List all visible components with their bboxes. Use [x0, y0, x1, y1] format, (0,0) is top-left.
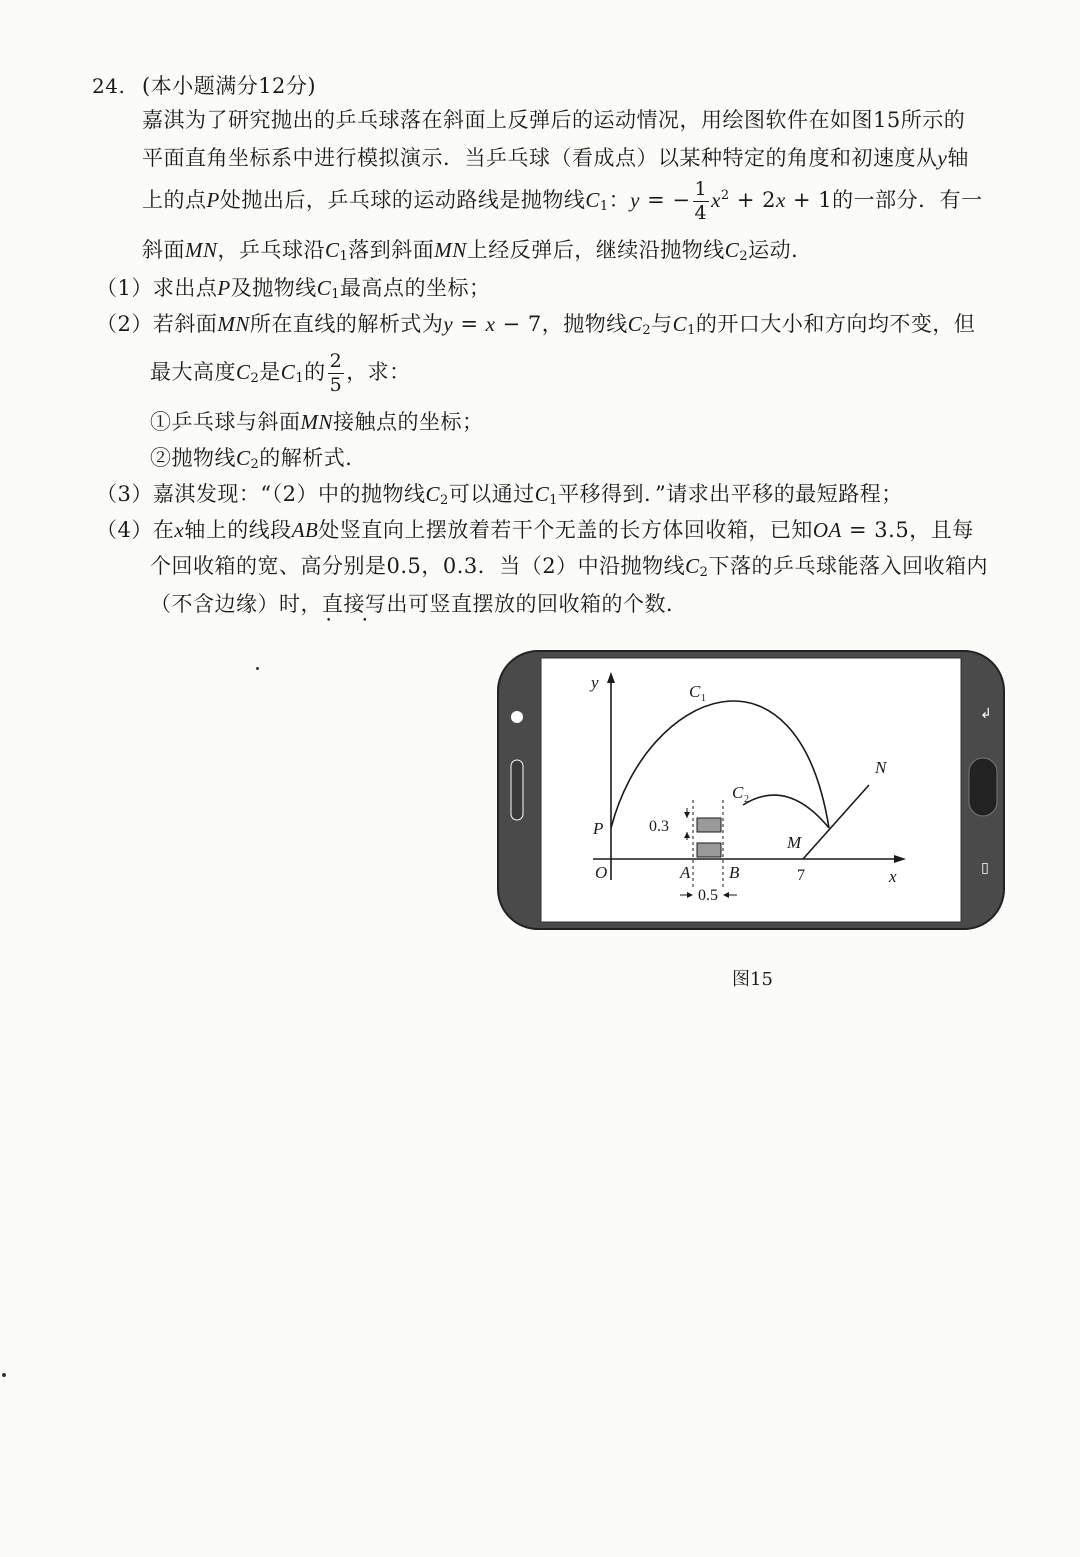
figure-caption: 图15	[732, 969, 773, 990]
var-C: C	[534, 482, 550, 506]
var-MN: MN	[300, 410, 333, 434]
var-x: x	[776, 188, 786, 212]
part-3	[96, 478, 903, 508]
var-C: C	[316, 276, 332, 300]
intro-line-2	[142, 142, 969, 172]
var-C: C	[325, 238, 340, 262]
var-C: C	[672, 312, 688, 336]
part-4-line-1	[96, 514, 974, 544]
intro-text-8: ，乒乓球沿	[217, 238, 325, 262]
sub-2: 2	[250, 457, 260, 472]
sub-1: 1	[549, 493, 559, 508]
scan-speck	[256, 667, 259, 670]
part2-text-6: 最大高度	[150, 360, 236, 384]
part-2-line-1	[96, 308, 975, 338]
intro-text-7: 斜面	[142, 238, 185, 262]
fraction-denominator: 5	[329, 374, 343, 396]
sub-1: 1	[331, 287, 340, 302]
emphasis-direct: 直接 • •	[322, 592, 365, 616]
side-bar-icon	[511, 760, 523, 820]
exponent: 2	[720, 188, 730, 203]
scan-speck	[2, 1373, 6, 1377]
part-2-sub-2	[150, 442, 367, 472]
part4-text-3: 处竖直向上摆放着若干个无盖的长方体回收箱，已知	[318, 518, 813, 542]
intro-line-1	[142, 104, 965, 134]
intro-line-3	[142, 180, 983, 223]
intro-text-9: 落到斜面	[348, 238, 435, 262]
sub2-text-1: ②抛物线	[150, 446, 236, 470]
part2-text-3: − 7，抛物线	[495, 312, 628, 336]
recent-apps-icon[interactable]: ▯	[981, 860, 989, 876]
part1-text-2: 及抛物线	[230, 276, 317, 300]
part4-text-6: 下落的乒乓球能落入回收箱内	[708, 554, 988, 578]
intro-text-3: 轴	[947, 146, 969, 170]
var-MN: MN	[185, 238, 218, 262]
sub-2: 2	[739, 249, 749, 264]
sub1-text-2: 接触点的坐标；	[333, 410, 484, 434]
label-c1: C	[689, 682, 701, 701]
part2-text-4: 与	[651, 312, 673, 336]
part3-text-2: 可以通过	[448, 482, 535, 506]
part2-text-2: 所在直线的解析式为	[249, 312, 444, 336]
var-y: y	[630, 188, 640, 212]
label-c1-sub: 1	[701, 693, 706, 704]
label-x: x	[889, 867, 897, 886]
figure-15-phone	[497, 650, 1005, 930]
plus-two: + 2	[729, 188, 777, 212]
back-icon[interactable]: ↲	[980, 706, 992, 722]
label-o: O	[595, 863, 608, 882]
sub-1: 1	[339, 249, 349, 264]
fraction-numerator: 1	[694, 178, 708, 200]
var-C: C	[280, 360, 296, 384]
var-x: x	[485, 312, 496, 336]
var-P: P	[217, 276, 231, 300]
intro-text-2: 平面直角坐标系中进行模拟演示．当乒乓球（看成点）以某种特定的角度和初速度从	[142, 146, 938, 170]
question-number: 24.	[92, 74, 126, 98]
intro-text-4: 上的点	[142, 188, 207, 212]
var-MN: MN	[217, 312, 250, 336]
sub-2: 2	[642, 323, 652, 338]
label-m: M	[787, 833, 802, 852]
var-OA: OA	[812, 518, 842, 542]
var-AB: AB	[291, 518, 319, 542]
sub-2: 2	[439, 493, 449, 508]
part2-text-9: ，求：	[346, 360, 411, 384]
sub-1: 1	[687, 323, 696, 338]
part4-text-5: 个回收箱的宽、高分别是0.5，0.3．当（2）中沿抛物线	[150, 554, 686, 578]
label-b: B	[729, 863, 740, 882]
camera-icon	[511, 711, 523, 723]
intro-line-4	[142, 234, 813, 264]
label-height: 0.3	[649, 818, 669, 835]
sub-1: 1	[295, 371, 305, 386]
part-4-line-2	[150, 550, 988, 580]
label-c2-sub: 2	[744, 794, 749, 805]
part3-text-1: （3）嘉淇发现：“（2）中的抛物线	[96, 482, 426, 506]
var-C: C	[724, 238, 740, 262]
part2-text-5: 的开口大小和方向均不变，但	[695, 312, 976, 336]
var-C: C	[236, 446, 251, 470]
var-C: C	[685, 554, 700, 578]
intro-text-5: 处抛出后，乒乓球的运动路线是抛物线	[219, 188, 586, 212]
intro-text-6: + 1的一部分．有一	[785, 188, 983, 212]
var-C: C	[585, 188, 600, 212]
colon: ：	[608, 188, 631, 212]
sub-2: 2	[699, 565, 709, 580]
part-4-line-3	[150, 588, 688, 618]
var-C: C	[627, 312, 643, 336]
var-MN: MN	[434, 238, 467, 262]
var-y: y	[443, 312, 454, 336]
label-y: y	[591, 673, 599, 692]
var-x: x	[711, 188, 721, 212]
sub-2: 2	[250, 371, 260, 386]
var-x: x	[174, 518, 185, 542]
label-p: P	[593, 819, 604, 838]
phone-screen	[541, 658, 961, 922]
recycling-box-upper	[697, 818, 721, 832]
part1-text-3: 最高点的坐标；	[340, 276, 491, 300]
sub-1: 1	[599, 199, 609, 214]
equals-minus: = −	[639, 188, 691, 212]
fraction-one-quarter	[693, 180, 710, 223]
label-seven: 7	[797, 867, 805, 884]
recycling-box-lower	[697, 843, 721, 857]
equals: =	[453, 312, 486, 336]
part-2-line-2	[150, 352, 411, 395]
home-button[interactable]	[969, 758, 997, 816]
part2-text-7: 是	[259, 360, 281, 384]
fraction-denominator: 4	[694, 202, 708, 224]
part3-text-3: 平移得到．”请求出平移的最短路程；	[558, 482, 903, 506]
fraction-two-fifths	[328, 352, 345, 395]
part4-text-4: = 3.5，且每	[841, 518, 974, 542]
label-c2: C	[732, 783, 744, 802]
label-a: A	[680, 863, 691, 882]
var-P: P	[206, 188, 220, 212]
var-C: C	[236, 360, 251, 384]
sub1-text-1: ①乒乓球与斜面	[150, 410, 301, 434]
intro-text-1: 嘉淇为了研究抛出的乒乓球落在斜面上反弹后的运动情况，用绘图软件在如图15所示的	[142, 108, 966, 132]
part1-text-1: （1）求出点	[96, 276, 218, 300]
part2-text-8: 的	[304, 360, 326, 384]
part4-text-1: （4）在	[96, 518, 175, 542]
intro-text-10: 上经反弹后，继续沿抛物线	[466, 238, 725, 262]
var-C: C	[425, 482, 440, 506]
question-header: (本小题满分12分)	[142, 74, 317, 98]
part4-text-8: 写出可竖直摆放的回收箱的个数．	[365, 592, 688, 616]
part-1	[96, 272, 491, 302]
fraction-numerator: 2	[329, 350, 343, 372]
part2-text-1: （2）若斜面	[96, 312, 218, 336]
var-y: y	[937, 146, 948, 170]
label-width: 0.5	[698, 887, 718, 904]
part4-text-2: 轴上的线段	[184, 518, 292, 542]
intro-text-11: 运动．	[748, 238, 813, 262]
label-n: N	[875, 758, 887, 777]
part4-text-7: （不含边缘）时，	[150, 592, 322, 616]
part-2-sub-1	[150, 406, 484, 436]
sub2-text-2: 的解析式．	[259, 446, 367, 470]
